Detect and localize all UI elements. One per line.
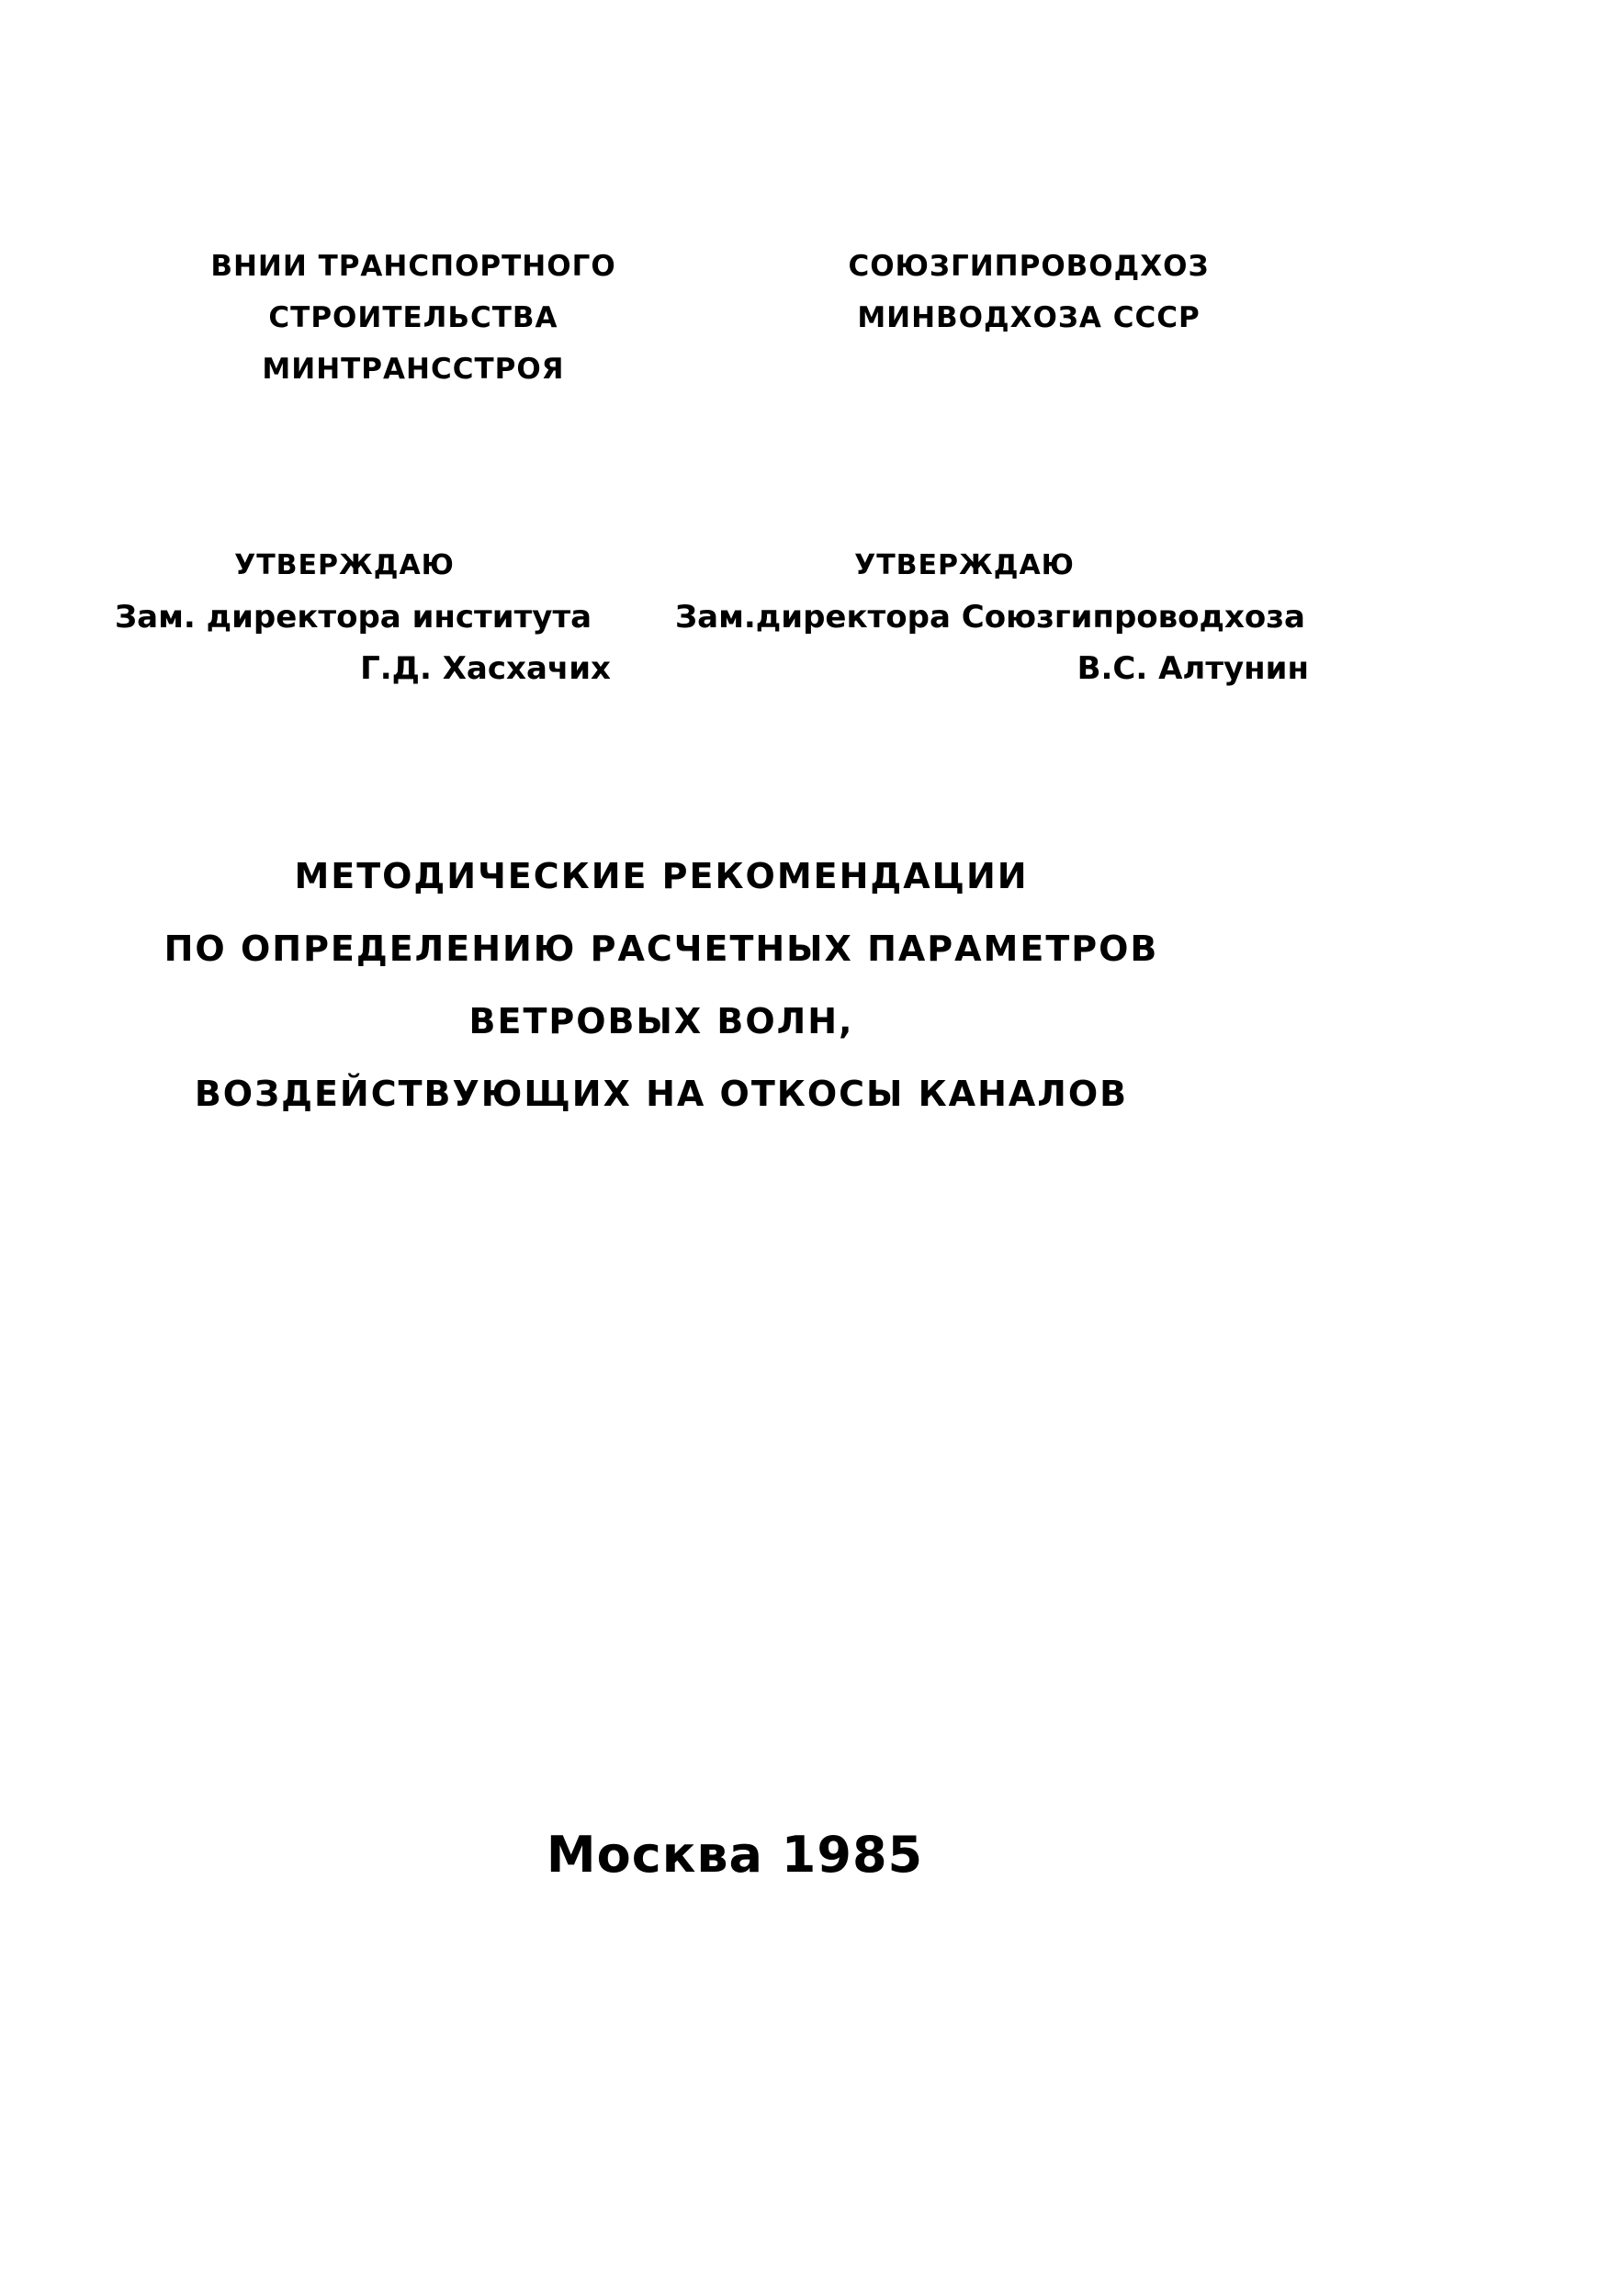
document-title-line: ПО ОПРЕДЕЛЕНИЮ РАСЧЕТНЫХ ПАРАМЕТРОВ [163,929,1159,969]
approval-right-name: В.С. Алтунин [1077,650,1309,687]
approval-left-heading: УТВЕРЖДАЮ [234,549,455,581]
imprint-city-year: Москва 1985 [546,1826,924,1884]
organization-right-line: СОЮЗГИПРОВОДХОЗ [848,250,1210,283]
approval-left-position: Зам. директора института [115,599,592,636]
approval-right-position: Зам.директора Союзгипроводхоза [675,599,1305,636]
document-title-line: ВОЗДЕЙСТВУЮЩИХ НА ОТКОСЫ КАНАЛОВ [194,1074,1129,1114]
organization-right-line: МИНВОДХОЗА СССР [857,301,1201,334]
organization-left-line: СТРОИТЕЛЬСТВА [268,301,558,334]
approval-right-heading: УТВЕРЖДАЮ [854,549,1075,581]
organization-right [804,241,1254,343]
organization-left [175,241,652,395]
document-title-line: ВЕТРОВЫХ ВОЛН, [468,1001,854,1041]
organization-left-line: МИНТРАНССТРОЯ [262,353,565,386]
imprint [0,1823,1470,1887]
approval-left-name: Г.Д. Хасхачих [360,650,611,687]
document-title [0,840,1323,1131]
organization-left-line: ВНИИ ТРАНСПОРТНОГО [210,250,616,283]
approval-right [675,540,1309,694]
approval-left [115,540,611,694]
document-title-line: МЕТОДИЧЕСКИЕ РЕКОМЕНДАЦИИ [294,856,1029,896]
